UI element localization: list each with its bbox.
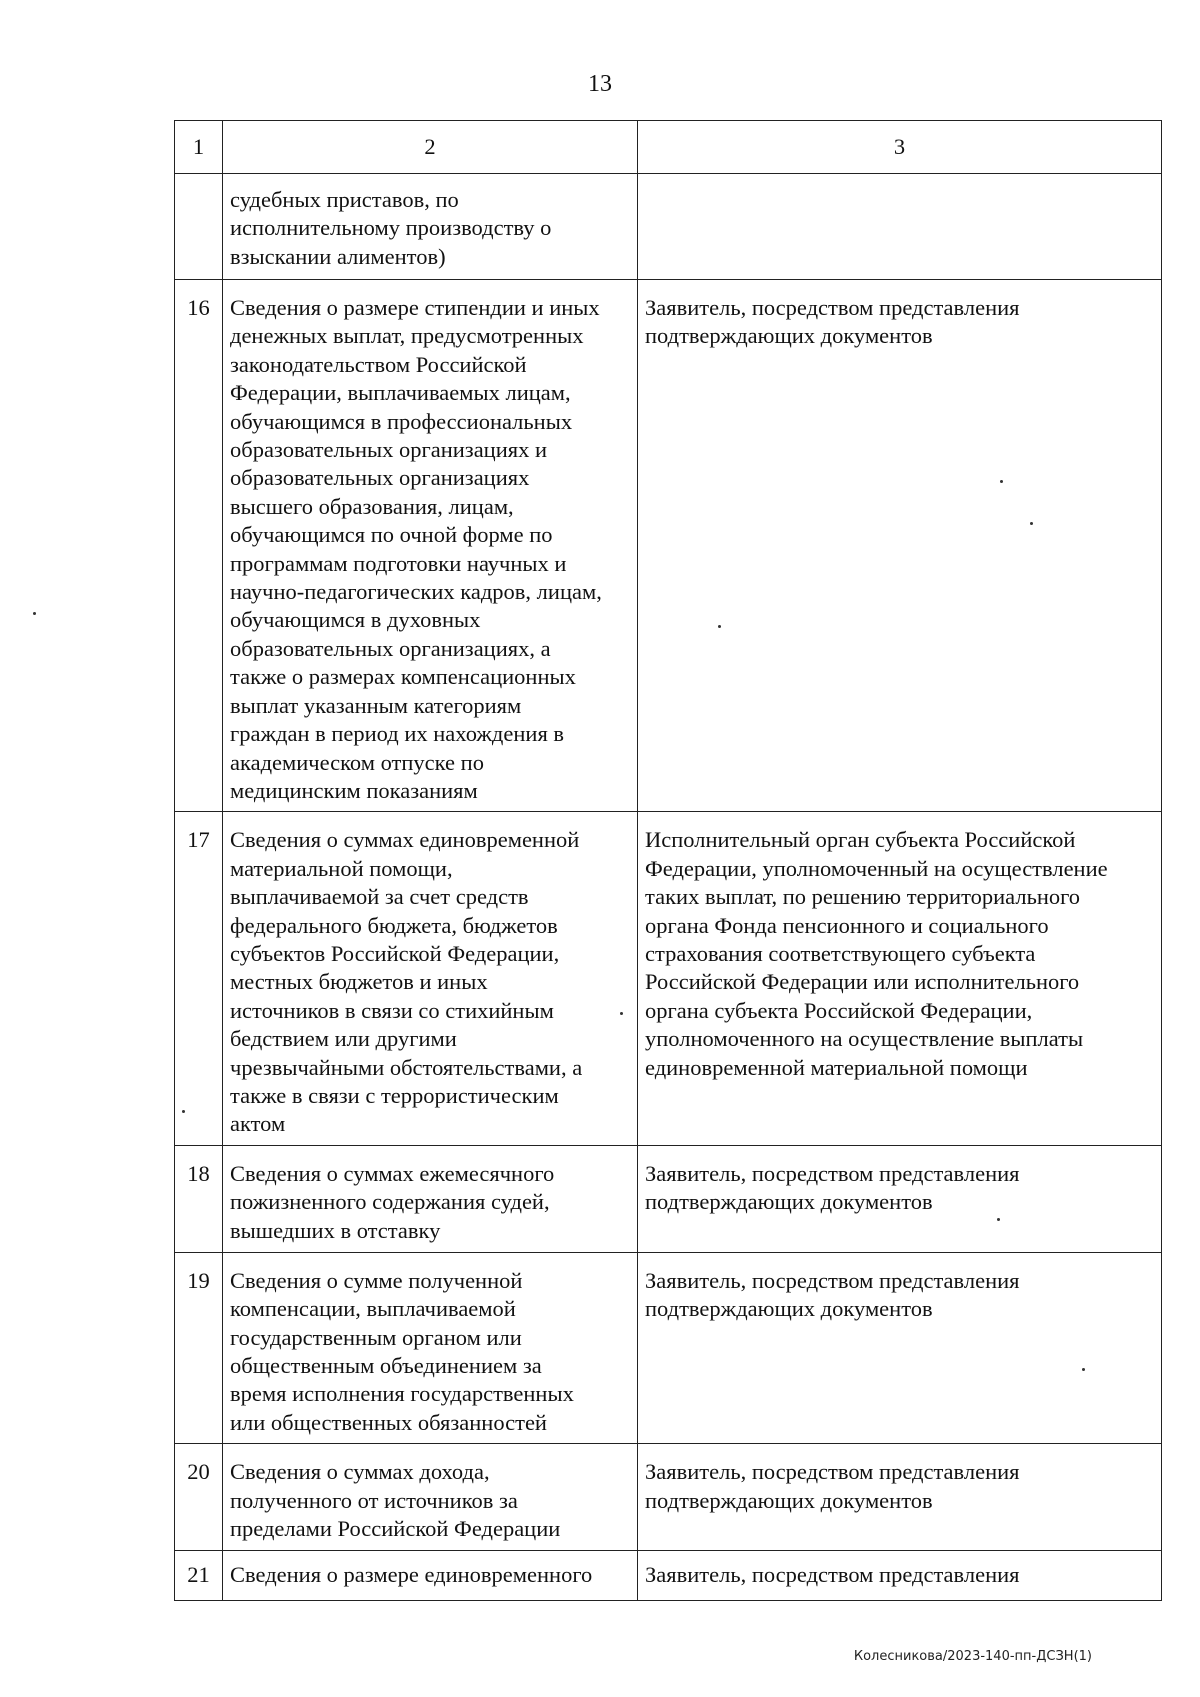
- document-footer-id: Колесникова/2023-140-пп-ДСЗН(1): [853, 1649, 1092, 1664]
- source-cell: Исполнительный орган субъекта Российской Федерации, уполномоченный на осуществление таких выплат, по решению территориального органа Фонда пенсионного и социального страхования соответствующего субъекта Российской Федерации или исполнительного органа субъекта Российской Федерации, уполномоченного на осуществление выплаты единовременной материальной помощи: [638, 812, 1162, 1145]
- info-cell: Сведения о размере стипендии и иных денежных выплат, предусмотренных законодательством Российской Федерации, выплачиваемых лицам, обучающимся в профессиональных образовательных организациях и образовательных организациях высшего образования, лицам, обучающимся по очной форме по программам подготовки научных и научно-педагогических кадров, лицам, обучающимся в духовных образовательных организациях, а также о размерах компенсационных выплат указанным категориям граждан в период их нахождения в академическом отпуске по медицинским показаниям: [223, 280, 638, 812]
- row-number: 16: [175, 280, 223, 812]
- source-cell: Заявитель, посредством представления подтверждающих документов: [638, 280, 1162, 812]
- info-cell: судебных приставов, по исполнительному производству о взыскании алиментов): [223, 174, 638, 280]
- table-row: [175, 174, 1162, 280]
- scan-speck: [997, 1218, 1000, 1221]
- row-number: 21: [175, 1551, 223, 1601]
- row-number: 18: [175, 1145, 223, 1252]
- scan-speck: [182, 1110, 185, 1113]
- row-number: 19: [175, 1252, 223, 1443]
- header-col-3: 3: [638, 121, 1162, 174]
- scan-speck: [1082, 1368, 1085, 1371]
- scan-speck: [620, 1012, 623, 1015]
- table-row: [175, 1551, 1162, 1601]
- source-cell: Заявитель, посредством представления подтверждающих документов: [638, 1145, 1162, 1252]
- table-row: [175, 812, 1162, 1145]
- table-row: [175, 1444, 1162, 1551]
- info-cell: Сведения о суммах ежемесячного пожизненного содержания судей, вышедших в отставку: [223, 1145, 638, 1252]
- info-cell: Сведения о суммах единовременной материальной помощи, выплачиваемой за счет средств федерального бюджета, бюджетов субъектов Российской Федерации, местных бюджетов и иных источников в связи со стихийным бедствием или другими чрезвычайными обстоятельствами, а также в связи с террористическим актом: [223, 812, 638, 1145]
- table-row: [175, 1145, 1162, 1252]
- scan-speck: [718, 625, 721, 628]
- info-cell: Сведения о сумме полученной компенсации, выплачиваемой государственным органом или общественным объединением за время исполнения государственных или общественных обязанностей: [223, 1252, 638, 1443]
- source-cell: Заявитель, посредством представления подтверждающих документов: [638, 1252, 1162, 1443]
- documents-table: [174, 120, 1162, 1601]
- header-col-2: 2: [223, 121, 638, 174]
- table-header-row: [175, 121, 1162, 174]
- scan-speck: [33, 612, 36, 615]
- row-number: 20: [175, 1444, 223, 1551]
- table-row: [175, 1252, 1162, 1443]
- page-number: 13: [588, 71, 612, 97]
- info-cell: Сведения о размере единовременного: [223, 1551, 638, 1601]
- row-number: 17: [175, 812, 223, 1145]
- row-number: [175, 174, 223, 280]
- info-cell: Сведения о суммах дохода, полученного от источников за пределами Российской Федерации: [223, 1444, 638, 1551]
- source-cell: Заявитель, посредством представления: [638, 1551, 1162, 1601]
- source-cell: [638, 174, 1162, 280]
- table-row: [175, 280, 1162, 812]
- header-col-1: 1: [175, 121, 223, 174]
- scan-speck: [1030, 522, 1033, 525]
- source-cell: Заявитель, посредством представления подтверждающих документов: [638, 1444, 1162, 1551]
- scan-speck: [1000, 480, 1003, 483]
